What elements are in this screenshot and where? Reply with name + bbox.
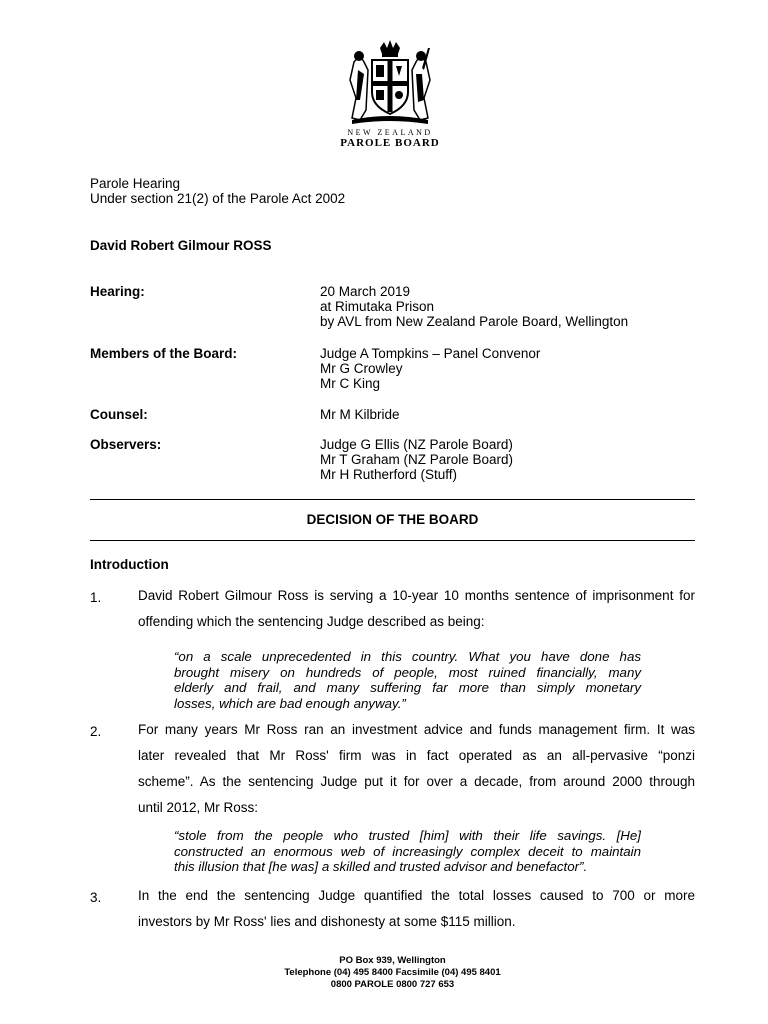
paragraph-line: scheme”. As the sentencing Judge put it for over a decade, from around 2000 through bbox=[138, 774, 695, 789]
header-title: Parole Hearing bbox=[90, 176, 181, 191]
quote-2 bbox=[174, 828, 641, 875]
quote-line: “on a scale unprecedented in this country. What you have done has bbox=[174, 649, 641, 664]
decision-title: DECISION OF THE BOARD bbox=[306, 512, 479, 527]
member-line: Judge A Tompkins – Panel Convenor bbox=[320, 346, 541, 361]
divider-top bbox=[90, 499, 695, 500]
paragraph-line: investors by Mr Ross' lies and dishonesty at some $115 million. bbox=[138, 914, 516, 929]
observer-line: Mr T Graham (NZ Parole Board) bbox=[320, 452, 514, 467]
paragraph-number: 1. bbox=[90, 590, 102, 605]
divider-bottom bbox=[90, 540, 695, 541]
hearing-line: 20 March 2019 bbox=[320, 284, 411, 299]
hearing-line: at Rimutaka Prison bbox=[320, 299, 435, 314]
paragraph-line: David Robert Gilmour Ross is serving a 10-year 10 months sentence of imprisonment for bbox=[138, 588, 695, 603]
paragraph-2 bbox=[138, 717, 695, 821]
quote-line: “stole from the people who trusted [him] with their life savings. [He] bbox=[174, 828, 641, 843]
observer-line: Judge G Ellis (NZ Parole Board) bbox=[320, 437, 513, 452]
quote-line: brought misery on hundreds of people, most ruined financially, many bbox=[174, 664, 641, 680]
footer-freephone: 0800 PAROLE 0800 727 653 bbox=[330, 979, 455, 990]
logo-text-parole-board: PAROLE BOARD bbox=[340, 137, 440, 149]
quote-line: losses, which are bad enough anyway.” bbox=[174, 695, 406, 711]
paragraph-line: For many years Mr Ross ran an investment advice and funds management firm. It was bbox=[138, 722, 695, 737]
paragraph-number: 3. bbox=[90, 890, 102, 905]
observers-label: Observers: bbox=[90, 437, 162, 452]
members-value bbox=[320, 346, 540, 391]
paragraph-3 bbox=[138, 883, 695, 935]
section-heading-introduction: Introduction bbox=[90, 557, 169, 572]
logo-text-new-zealand: NEW ZEALAND bbox=[347, 128, 433, 137]
paragraph-1 bbox=[138, 583, 695, 635]
offender-name: David Robert Gilmour ROSS bbox=[90, 238, 272, 253]
quote-1 bbox=[174, 649, 641, 711]
member-line: Mr C King bbox=[320, 376, 381, 391]
counsel-value: Mr M Kilbride bbox=[320, 407, 400, 422]
paragraph-number: 2. bbox=[90, 724, 102, 739]
header-subtitle: Under section 21(2) of the Parole Act 2002 bbox=[90, 191, 346, 206]
hearing-line: by AVL from New Zealand Parole Board, Wellington bbox=[320, 314, 629, 329]
paragraph-line: until 2012, Mr Ross: bbox=[138, 800, 259, 815]
paragraph-line: In the end the sentencing Judge quantified the total losses caused to 700 or more bbox=[138, 888, 695, 903]
hearing-label: Hearing: bbox=[90, 284, 145, 299]
observer-line: Mr H Rutherford (Stuff) bbox=[320, 467, 458, 482]
paragraph-line: offending which the sentencing Judge described as being: bbox=[138, 614, 485, 629]
members-label: Members of the Board: bbox=[90, 346, 238, 361]
footer-address: PO Box 939, Wellington bbox=[339, 955, 446, 966]
member-line: Mr G Crowley bbox=[320, 361, 403, 376]
quote-line: this illusion that [he was] a skilled and trusted advisor and benefactor”. bbox=[174, 859, 588, 874]
quote-line: constructed an enormous web of increasingly complex deceit to maintain bbox=[174, 843, 641, 859]
observers-value bbox=[320, 437, 513, 482]
footer bbox=[90, 955, 695, 991]
counsel-label: Counsel: bbox=[90, 407, 148, 422]
footer-phone: Telephone (04) 495 8400 Facsimile (04) 495 8401 bbox=[284, 967, 501, 978]
paragraph-line: later revealed that Mr Ross' firm was in fact operated as an all-pervasive “ponzi bbox=[138, 748, 695, 763]
quote-line: elderly and frail, and many suffering far more than simply monetary bbox=[174, 680, 641, 695]
hearing-value bbox=[320, 284, 628, 329]
